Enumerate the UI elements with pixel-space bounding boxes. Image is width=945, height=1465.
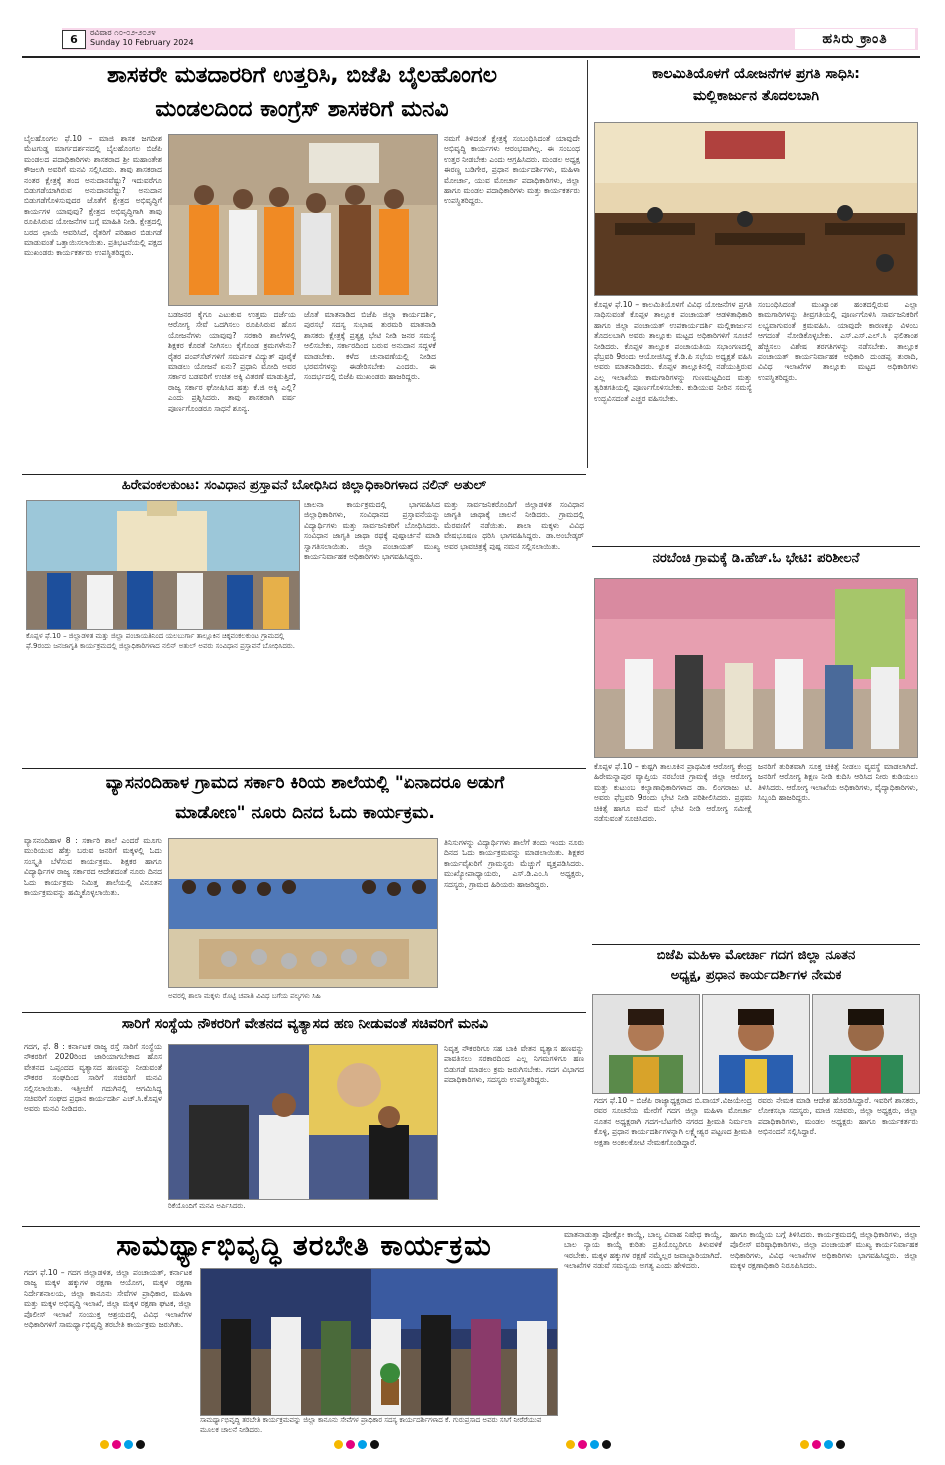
story8-column-1: ಗದಗ ಫೆ.10 – ಗದಗ ಜಿಲ್ಲಾಡಳಿತ, ಜಿಲ್ಲಾ ಪಂಚಾಯತ್, ಕರ್ನಾಟಕ ರಾಜ್ಯ ಮಕ್ಕಳ ಹಕ್ಕುಗಳ ರಕ್ಷಣಾ ಆಯೋಗ, ಮಕ್ಕಳ ರಕ್ಷಣಾ ನಿರ್ದೇಶನಾಲಯ, ಜಿಲ್ಲಾ ಕಾನೂನು ಸೇವೆಗಳ ಪ್ರಾಧಿಕಾರ, ಮಹಿಳಾ ಮತ್ತು ಮಕ್ಕಳ ಅಭಿವೃದ್ಧಿ ಇಲಾಖೆ, ಜಿಲ್ಲಾ ಮಕ್ಕಳ ರಕ್ಷಣಾ ಘಟಕ, ಜಿಲ್ಲಾ ಪೊಲೀಸ್ ಇಲಾಖೆ ಸಂಯುಕ್ತ ಆಶ್ರಯದಲ್ಲಿ ವಿವಿಧ ಇಲಾಖೆಗಳ ಅಧಿಕಾರಿಗಳಿಗೆ ಸಾಮರ್ಥ್ಯಾಭಿವೃದ್ಧಿ ತರಬೇತಿ ಕಾರ್ಯಕ್ರಮ ಜರುಗಿತು. [24,1268,192,1330]
story8-photo [200,1268,558,1416]
story8-column-4: ಹಾಗೂ ಕಾಯ್ದೆಯ ಬಗ್ಗೆ ತಿಳಿಸಿದರು. ಕಾರ್ಯಕ್ರಮದಲ್ಲಿ ಜಿಲ್ಲಾಧಿಕಾರಿಗಳು, ಜಿಲ್ಲಾ ಪೊಲೀಸ್ ವರಿಷ್ಠಾಧಿಕಾರಿಗಳು, ಜಿಲ್ಲಾ ಪಂಚಾಯತ್ ಮುಖ್ಯ ಕಾರ್ಯನಿರ್ವಾಹಕ ಅಧಿಕಾರಿಗಳು, ವಿವಿಧ ಇಲಾಖೆಗಳ ಅಧಿಕಾರಿಗಳು ಭಾಗವಹಿಸಿದ್ದರು. ಜಿಲ್ಲಾ ಮಕ್ಕಳ ರಕ್ಷಣಾಧಿಕಾರಿ ನಿರೂಪಿಸಿದರು. [730,1230,918,1271]
rule-story7 [592,944,920,945]
registration-dot-icon [590,1440,599,1449]
registration-dots-2 [334,1440,379,1449]
story5-photo [168,1044,438,1200]
registration-dot-icon [800,1440,809,1449]
registration-dots-4 [800,1440,845,1449]
story3-column-3: ಮತ್ತು ಸಾರ್ವಜನಿಕರೊಂದಿಗೆ ಜಿಲ್ಲಾಡಳಿತ ಸಂವಿಧಾನ ಜಾಗೃತಿ ಜಾಥಾಕ್ಕೆ ಚಾಲನೆ ನೀಡಿದರು. ಗ್ರಾಮದಲ್ಲಿ ಮೆರವಣಿಗೆ ನಡೆಯಿತು. ಶಾಲಾ ಮಕ್ಕಳು ವಿವಿಧ ವೇಷಭೂಷಣ ಧರಿಸಿ ಭಾಗವಹಿಸಿದ್ದರು. ಡಾ.ಅಂಬೇಡ್ಕರ್ ಅವರ ಭಾವಚಿತ್ರಕ್ಕೆ ಪುಷ್ಪ ನಮನ ಸಲ್ಲಿಸಲಾಯಿತು. [444,500,584,551]
story6-column-2: ಜನರಿಗೆ ತುರಿತವಾಗಿ ಸೂಕ್ತ ಚಿಕಿತ್ಸೆ ನೀಡಲು ವ್ಯವಸ್ಥೆ ಮಾಡಲಾಗಿದೆ. ಜನರಿಗೆ ಆರೋಗ್ಯ ಶಿಕ್ಷಣ ನೀಡಿ ಕುದಿಸಿ ಆರಿಸಿದ ನೀರು ಕುಡಿಯಲು ತಿಳಿಸಿದರು. ಆರೋಗ್ಯ ಇಲಾಖೆಯ ಅಧಿಕಾರಿಗಳು, ವೈದ್ಯಾಧಿಕಾರಿಗಳು, ಸಿಬ್ಬಂದಿ ಹಾಜರಿದ್ದರು. [758,762,918,803]
registration-dot-icon [112,1440,121,1449]
registration-dot-icon [602,1440,611,1449]
story2-column-2: ಸಂಬಂಧಿಸಿದಂತೆ ಮುಖ್ಯಾಂಶ ಹಂತದಲ್ಲಿರುವ ಎಲ್ಲಾ ಕಾಮಗಾರಿಗಳನ್ನು ತೀವ್ರಗತಿಯಲ್ಲಿ ಪೂರ್ಣಗೊಳಿಸಿ ಸಾರ್ವಜನಿಕರಿಗೆ ಲಭ್ಯವಾಗುವಂತೆ ಕ್ರಮವಹಿಸಿ. ಯಾವುದೇ ಕಾರಣಕ್ಕೂ ವಿಳಂಬ ಆಗದಂತೆ ನೋಡಿಕೊಳ್ಳಬೇಕು. ಎಸ್.ಎಸ್.ಎಲ್.ಸಿ ಫಲಿತಾಂಶ ಹೆಚ್ಚಿಸಲು ವಿಶೇಷ ತರಗತಿಗಳನ್ನು ನಡೆಸಬೇಕು. ತಾಲ್ಲೂಕ ಪಂಚಾಯತ್ ಕಾರ್ಯನಿರ್ವಾಹಕ ಅಧಿಕಾರಿ ದುಂಡಪ್ಪ ತುರಾದಿ, ವಿವಿಧ ಇಲಾಖೆಗಳ ತಾಲ್ಲೂಕು ಮಟ್ಟದ ಅಧಿಕಾರಿಗಳು ಉಪಸ್ಥಿತರಿದ್ದರು. [758,300,918,382]
story4-photo [168,838,438,988]
header-rule [22,56,920,58]
story3-headline: ಹಿರೇವಂಕಲಕುಂಟ: ಸಂವಿಧಾನ ಪ್ರಸ್ತಾವನೆ ಬೋಧಿಸಿದ ಜಿಲ್ಲಾಧಿಕಾರಿಗಳಾದ ನಲಿನ್ ಅತುಲ್ [121,478,487,493]
story8-column-3: ಮಾತನಾಡುತ್ತಾ ಪೋಕ್ಸೋ ಕಾಯ್ದೆ, ಬಾಲ್ಯ ವಿವಾಹ ನಿಷೇಧ ಕಾಯ್ದೆ, ಬಾಲ ನ್ಯಾಯ ಕಾಯ್ದೆ ಕುರಿತು ಪ್ರತಿಯೊಬ್ಬರಿಗೂ ತಿಳುವಳಿಕೆ ಇರಬೇಕು. ಮಕ್ಕಳ ಹಕ್ಕುಗಳ ರಕ್ಷಣೆ ನಮ್ಮೆಲ್ಲರ ಜವಾಬ್ದಾರಿಯಾಗಿದೆ. ಇಲಾಖೆಗಳ ನಡುವೆ ಸಮನ್ವಯ ಅಗತ್ಯ ಎಂದು ಹೇಳಿದರು. [564,1230,722,1271]
story6-photo [594,578,918,758]
village-visit-icon [595,579,917,757]
story7-headline-line2: ಅಧ್ಯಕ್ಷ, ಪ್ರಧಾನ ಕಾರ್ಯದರ್ಶಿಗಳ ನೇಮಕ [670,968,842,983]
story2-headline-line2: ಮಲ್ಲಿಕಾರ್ಜುನ ತೊದಲಬಾಗಿ [692,88,820,104]
story6-column-1: ಕೊಪ್ಪಳ ಫೆ.10 – ಕುಷ್ಟಗಿ ತಾಲೂಕಿನ ಪ್ರಾಥಮಿಕ ಆರೋಗ್ಯ ಕೇಂದ್ರ ಹಿರೇಮನ್ನಾಪುರ ವ್ಯಾಪ್ತಿಯ ನರಬೆಂಚಿ ಗ್ರಾಮಕ್ಕೆ ಜಿಲ್ಲಾ ಆರೋಗ್ಯ ಮತ್ತು ಕುಟುಂಬ ಕಲ್ಯಾಣಾಧಿಕಾರಿಗಳಾದ ಡಾ. ಲಿಂಗರಾಜು ಟಿ. ಅವರು ಫೆಬ್ರವರಿ 9ರಂದು ಭೇಟಿ ನೀಡಿ ಪರಿಶೀಲಿಸಿದರು. ಪ್ರಥಮ ಚಿಕಿತ್ಸೆ ಹಾಗೂ ಮನೆ ಮನೆ ಭೇಟಿ ನೀಡಿ ಆರೋಗ್ಯ ಸಮೀಕ್ಷೆ ನಡೆಸುವಂತೆ ಸೂಚಿಸಿದರು. [594,762,752,824]
story1-headline-line1: ಶಾಸಕರೇ ಮತದಾರರಿಗೆ ಉತ್ತರಿಸಿ, ಬಿಜೆಪಿ ಬೈಲಹೊಂಗಲ [106,63,498,88]
story5-caption: ರಿಕೆಯೊಂದಿಗೆ ಮನವಿ ಅರ್ಪಿಸಿದರು. [168,1202,246,1210]
meeting-hall-icon [595,123,917,295]
column-divider [587,60,588,468]
story8-headline: ಸಾಮರ್ಥ್ಯಾಭಿವೃದ್ಧಿ ತರಬೇತಿ ಕಾರ್ಯಕ್ರಮ [116,1229,492,1262]
portrait-3 [812,994,920,1094]
story4-column-1: ವ್ಯಾಸನಂದಿಹಾಳ 8 : ಸರ್ಕಾರಿ ಶಾಲೆ ಎಂದರೆ ಮೂಗು ಮುರಿಯುವ ಹೆತ್ತು ಬರುವ ಜನರಿಗೆ ಮಕ್ಕಳಲ್ಲಿ ಓದು ಸಂಸ್ಕೃತಿ ಬೆಳೆಸುವ ಕಾರ್ಯಕ್ರಮ. ಶಿಕ್ಷಕರ ಹಾಗೂ ವಿದ್ಯಾರ್ಥಿಗಳ ರಾಜ್ಯ ಸರ್ಕಾರದ ಆದೇಶದಂತೆ ನೂರು ದಿನದ ಓದು ಕಾರ್ಯಕ್ರಮ ನಿಮಿತ್ತ ಶಾಲೆಯಲ್ಲಿ ವಿನೂತನ ಕಾರ್ಯಕ್ರಮವನ್ನು ಹಮ್ಮಿಕೊಳ್ಳಲಾಯಿತು. [24,836,162,898]
registration-dot-icon [136,1440,145,1449]
story6-headline: ನರಬೆಂಚಿ ಗ್ರಾಮಕ್ಕೆ ಡಿ.ಹೆಚ್.ಓ ಭೇಟಿ: ಪರಿಶೀಲನೆ [652,551,860,566]
story4-column-3: ತಿನಿಸುಗಳನ್ನು ವಿದ್ಯಾರ್ಥಿಗಳು ಶಾಲೆಗೆ ತಂದು ಇಂದು ನೂರು ದಿನದ ಓದು ಕಾರ್ಯಕ್ರಮವನ್ನು ಮಾಡಲಾಯಿತು. ಶಿಕ್ಷಕರ ಕಾರ್ಯವೈಖರಿಗೆ ಗ್ರಾಮಸ್ಥರು ಮೆಚ್ಚುಗೆ ವ್ಯಕ್ತಪಡಿಸಿದರು. ಮುಖ್ಯೋಪಾಧ್ಯಾಯರು, ಎಸ್.ಡಿ.ಎಂ.ಸಿ ಅಧ್ಯಕ್ಷರು, ಸದಸ್ಯರು, ಗ್ರಾಮದ ಹಿರಿಯರು ಹಾಜರಿದ್ದರು. [444,838,584,889]
school-children-icon [169,839,437,987]
registration-dot-icon [346,1440,355,1449]
oath-ceremony-icon [27,501,299,629]
story2-photo [594,122,918,296]
training-event-icon [201,1269,557,1415]
story5-column-1: ಗದಗ, ಫೆ. 8 : ಕರ್ನಾಟಕ ರಾಜ್ಯ ರಸ್ತೆ ಸಾರಿಗೆ ಸಂಸ್ಥೆಯ ನೌಕರರಿಗೆ 2020ರಿಂದ ಜಾರಿಯಾಗಬೇಕಾದ ಹೊಸ ವೇತನದ ಒಪ್ಪಂದದ ವ್ಯತ್ಯಾಸದ ಹಣವನ್ನು ನೀಡುವಂತೆ ನೌಕರರ ಸಂಘದಿಂದ ಸಾರಿಗೆ ಸಚಿವರಿಗೆ ಮನವಿ ಸಲ್ಲಿಸಲಾಯಿತು. ಇತ್ತೀಚೆಗೆ ಗದುಗಿನಲ್ಲಿ ಆಗಮಿಸಿದ್ದ ಸಚಿವರಿಗೆ ಸಂಘದ ಪ್ರಧಾನ ಕಾರ್ಯದರ್ಶಿ ಎಚ್.ಸಿ.ಕೊಪ್ಪಳ ಅವರು ಮನವಿ ನೀಡಿದರು. [24,1042,162,1114]
registration-dot-icon [100,1440,109,1449]
rule-story4 [22,768,586,769]
story1-column-1: ಬೈಲಹೊಂಗಲ ಫೆ.10 – ಮಾಜಿ ಶಾಸಕ ಜಗದೀಶ ಮೆಟಗುಡ್ಡ ಮಾರ್ಗದರ್ಶನದಲ್ಲಿ ಬೈಲಹೊಂಗಲ ಬಿಜೆಪಿ ಮಂಡಲದ ಪದಾಧಿಕಾರಿಗಳು ಶಾಸಕರಾದ ಶ್ರೀ ಮಹಾಂತೇಶ ಕೌಜಲಗಿ ಅವರಿಗೆ ಮನವಿ ಸಲ್ಲಿಸಿದರು. ತಾವು ಶಾಸಕರಾದ ನಂತರ ಕ್ಷೇತ್ರಕ್ಕೆ ತಂದ ಅನುದಾನವೆಷ್ಟು? ಇದುವರೆಗೂ ಬಿಡುಗಡೆಯಾಗಿರುವ ಅನುದಾನವೆಷ್ಟು? ಅನುದಾನ ಬಿಡುಗಡೆಗೊಳಿಸುವುದರ ಜೊತೆಗೆ ಕ್ಷೇತ್ರದ ಅಭಿವೃದ್ಧಿಗೆ ಕಾರ್ಯಗಳ ಯಾವುವು? ಕ್ಷೇತ್ರದ ಅಭಿವೃದ್ಧಿಗಾಗಿ ತಾವು ರೂಪಿಸಿರುವ ಯೋಜನೆಗಳ ಬಗ್ಗೆ ಮಾಹಿತಿ ನೀಡಿ. ಕ್ಷೇತ್ರದಲ್ಲಿ ಬರದ ಛಾಯೆ ಆವರಿಸಿದೆ, ರೈತರಿಗೆ ಪರಿಹಾರ ಬಿಡುಗಡೆ ಮಾಡುವಂತೆ ಒತ್ತಾಯಿಸಲಾಯಿತು. ಪ್ರತಿಭಟನೆಯಲ್ಲಿ ಪಕ್ಷದ ಮುಖಂಡರು ಕಾರ್ಯಕರ್ತರು ಉಪಸ್ಥಿತರಿದ್ದರು. [24,134,162,258]
story7-headline-line1: ಬಿಜೆಪಿ ಮಹಿಳಾ ಮೋರ್ಚಾ ಗದಗ ಜಿಲ್ಲಾ ನೂತನ [656,948,856,963]
page-number: 6 [62,30,86,49]
story3-column-2: ಚಾಲನಾ ಕಾರ್ಯಕ್ರಮದಲ್ಲಿ ಭಾಗವಹಿಸಿದ ಜಿಲ್ಲಾಧಿಕಾರಿಗಳು, ಸಂವಿಧಾನದ ಪ್ರಸ್ತಾವನೆಯನ್ನು ವಿದ್ಯಾರ್ಥಿಗಳು ಮತ್ತು ಸಾರ್ವಜನಿಕರಿಗೆ ಬೋಧಿಸಿದರು. ಸಂವಿಧಾನ ಜಾಗೃತಿ ಜಾಥಾ ರಥಕ್ಕೆ ಪುಷ್ಪಾರ್ಚನೆ ಮಾಡಿ ಸ್ವಾಗತಿಸಲಾಯಿತು. ಜಿಲ್ಲಾ ಪಂಚಾಯತ್ ಮುಖ್ಯ ಕಾರ್ಯನಿರ್ವಾಹಕ ಅಧಿಕಾರಿಗಳು ಭಾಗವಹಿಸಿದ್ದರು. [304,500,440,562]
date-english: Sunday 10 February 2024 [90,38,194,47]
story2-headline-line1: ಕಾಲಮಿತಿಯೊಳಗೆ ಯೋಜನೆಗಳ ಪ್ರಗತಿ ಸಾಧಿಸಿ: [652,66,860,82]
story4-headline-line2: ಮಾಡೋಣ" ನೂರು ದಿನದ ಓದು ಕಾರ್ಯಕ್ರಮ. [175,803,435,823]
woman-portrait-icon [593,995,699,1093]
rule-story3 [22,474,586,475]
story2-column-1: ಕೊಪ್ಪಳ ಫೆ.10 – ಕಾಲಮಿತಿಯೊಳಗೆ ವಿವಿಧ ಯೋಜನೆಗಳ ಪ್ರಗತಿ ಸಾಧಿಸುವಂತೆ ಕೊಪ್ಪಳ ತಾಲ್ಲೂಕ ಪಂಚಾಯತ್ ಆಡಳಿತಾಧಿಕಾರಿ ಹಾಗೂ ಜಿಲ್ಲಾ ಪಂಚಾಯತ್ ಉಪಕಾರ್ಯದರ್ಶಿ ಮಲ್ಲಿಕಾರ್ಜುನ ತೊದಲಬಾಗಿ ಅವರು ತಾಲ್ಲೂಕು ಮಟ್ಟದ ಅಧಿಕಾರಿಗಳಿಗೆ ಸೂಚನೆ ನೀಡಿದರು. ಕೊಪ್ಪಳ ತಾಲ್ಲೂಕ ಪಂಚಾಯತಿಯ ಸಭಾಂಗಣದಲ್ಲಿ ಫೆಬ್ರವರಿ 9ರಂದು ಆಯೋಜಿಸಿದ್ದ ಕೆ.ಡಿ.ಪಿ ಸಭೆಯ ಅಧ್ಯಕ್ಷತೆ ವಹಿಸಿ ಅವರು ಮಾತನಾಡಿದರು. ಕೊಪ್ಪಳ ತಾಲ್ಲೂಕಿನಲ್ಲಿ ನಡೆಯುತ್ತಿರುವ ಎಲ್ಲ ಇಲಾಖೆಯ ಕಾಮಗಾರಿಗಳನ್ನು ಗುಣಮಟ್ಟದಿಂದ ಮತ್ತು ತ್ವರಿತಗತಿಯಲ್ಲಿ ಪೂರ್ಣಗೊಳಿಸಬೇಕು. ಕುಡಿಯುವ ನೀರಿನ ಸಮಸ್ಯೆ ಉದ್ಭವಿಸದಂತೆ ಎಚ್ಚರ ವಹಿಸಬೇಕು. [594,300,752,403]
story1-column-4: ನಮಗೆ ತಿಳಿದಂತೆ ಕ್ಷೇತ್ರಕ್ಕೆ ಸಂಬಂಧಿಸಿದಂತೆ ಯಾವುದೇ ಅಭಿವೃದ್ಧಿ ಕಾರ್ಯಗಳು ಆರಂಭವಾಗಿಲ್ಲ. ಈ ಸಂಬಂಧ ಉತ್ತರ ನೀಡಬೇಕು ಎಂದು ಆಗ್ರಹಿಸಿದರು. ಮಂಡಲ ಅಧ್ಯಕ್ಷ ಈರಣ್ಣ ಬಡಿಗೇರ, ಪ್ರಧಾನ ಕಾರ್ಯದರ್ಶಿಗಳು, ಮಹಿಳಾ ಮೋರ್ಚಾ, ಯುವ ಮೋರ್ಚಾ ಪದಾಧಿಕಾರಿಗಳು, ಜಿಲ್ಲಾ ಹಾಗೂ ಮಂಡಲ ಪದಾಧಿಕಾರಿಗಳು ಮತ್ತು ಕಾರ್ಯಕರ್ತರು ಉಪಸ್ಥಿತರಿದ್ದರು. [444,134,580,206]
group-photo-icon [169,135,437,305]
registration-dot-icon [812,1440,821,1449]
story1-column-3: ಜೊತೆ ಮಾತನಾಡಿದ ಬಿಜೆಪಿ ಜಿಲ್ಲಾ ಕಾರ್ಯದರ್ಶಿ, ಪುರಸಭೆ ಸದಸ್ಯ ಸುಭಾಷ ತುರಮರಿ ಮಾತನಾಡಿ ಶಾಸಕರು ಕ್ಷೇತ್ರಕ್ಕೆ ಪ್ರತ್ಯಕ್ಷ ಭೇಟಿ ನೀಡಿ ಜನರ ಸಮಸ್ಯೆ ಆಲಿಸಬೇಕು, ಸರ್ಕಾರದಿಂದ ಬರುವ ಅನುದಾನ ಸದ್ಬಳಕೆ ಮಾಡಬೇಕು. ಕಳೆದ ಚುನಾವಣೆಯಲ್ಲಿ ನೀಡಿದ ಭರವಸೆಗಳನ್ನು ಈಡೇರಿಸಬೇಕು ಎಂದರು. ಈ ಸಂದರ್ಭದಲ್ಲಿ ಬಿಜೆಪಿ ಮುಖಂಡರು ಹಾಜರಿದ್ದರು. [304,310,436,382]
story5-column-3: ನಿವೃತ್ತ ನೌಕರರಿಗೂ ಸಹ ಬಾಕಿ ವೇತನ ವ್ಯತ್ಯಾಸ ಹಣವನ್ನು ಪಾವತಿಸಲು ಸರಕಾರದಿಂದ ಎಲ್ಲ ನಿಗಮಗಳಿಗೂ ಹಣ ಬಿಡುಗಡೆ ಮಾಡಲು ಕ್ರಮ ಜರುಗಿಸಬೇಕು. ಗದಗ ವಿಭಾಗದ ಪದಾಧಿಕಾರಿಗಳು, ಸದಸ್ಯರು ಉಪಸ್ಥಿತರಿದ್ದರು. [444,1044,584,1085]
story3-caption: ಕೊಪ್ಪಳ ಫೆ.10 – ಜಿಲ್ಲಾಡಳಿತ ಮತ್ತು ಜಿಲ್ಲಾ ಪಂಚಾಯತಿನಿಂದ ಯಲಬುರ್ಗಾ ತಾಲ್ಲೂಕಿನ ಚಿಕ್ಕವಂಕಲಕುಂಟ ಗ್ರಾಮದಲ್ಲಿ ಫೆ.9ರಂದು ಜನಜಾಗೃತಿ ಕಾರ್ಯಕ್ರಮದಲ್ಲಿ ಜಿಲ್ಲಾಧಿಕಾರಿಗಳಾದ ನಲಿನ್ ಅತುಲ್ ಅವರು ಸಂವಿಧಾನ ಪ್ರಸ್ತಾವನೆ ಬೋಧಿಸಿದರು. [26,632,296,650]
registration-dot-icon [124,1440,133,1449]
registration-dots-1 [100,1440,145,1449]
story4-headline-line1: ವ್ಯಾಸನಂದಿಹಾಳ ಗ್ರಾಮದ ಸರ್ಕಾರಿ ಕಿರಿಯ ಶಾಲೆಯಲ್ಲಿ "ಏನಾದರೂ ಅಡುಗೆ [105,773,505,793]
registration-dot-icon [824,1440,833,1449]
story1-photo [168,134,438,306]
rule-story6 [592,546,920,547]
registration-dot-icon [836,1440,845,1449]
date-kannada: ರವಿವಾರ ೧೦-೦೨-೨೦೨೪ [90,28,156,37]
registration-dot-icon [578,1440,587,1449]
story7-column-2: ರವರು ನೇಮಕ ಮಾಡಿ ಆದೇಶ ಹೊರಡಿಸಿದ್ದಾರೆ. ಇವರಿಗೆ ಶಾಸಕರು, ಲೋಕಸಭಾ ಸದಸ್ಯರು, ಮಾಜಿ ಸಚಿವರು, ಜಿಲ್ಲಾ ಅಧ್ಯಕ್ಷರು, ಜಿಲ್ಲಾ ಪದಾಧಿಕಾರಿಗಳು, ಮಂಡಲ ಅಧ್ಯಕ್ಷರು ಹಾಗೂ ಕಾರ್ಯಕರ್ತರು ಅಭಿನಂದನೆ ಸಲ್ಲಿಸಿದ್ದಾರೆ. [758,1096,918,1137]
registration-dots-3 [566,1440,611,1449]
registration-dot-icon [566,1440,575,1449]
portrait-1 [592,994,700,1094]
registration-dot-icon [358,1440,367,1449]
rule-story5 [22,1012,586,1013]
story7-column-1: ಗದಗ ಫೆ.10 – ಬಿಜೆಪಿ ರಾಜ್ಯಾಧ್ಯಕ್ಷರಾದ ಬಿ.ವಾಯ್.ವಿಜಯೇಂದ್ರ ರವರ ಸೂಚನೆಯ ಮೇರೆಗೆ ಗದಗ ಜಿಲ್ಲಾ ಮಹಿಳಾ ಮೋರ್ಚಾ ನೂತನ ಅಧ್ಯಕ್ಷರಾಗಿ ಗದಗ-ಬೆಟಗೇರಿ ನಗರದ ಶ್ರೀಮತಿ ನಿರ್ಮಲಾ ಕೊಳ್ಳಿ, ಪ್ರಧಾನ ಕಾರ್ಯದರ್ಶಿಗಳನ್ನಾಗಿ ಲಕ್ಷ್ಮೇಶ್ವರ ಪಟ್ಟಣದ ಶ್ರೀಮತಿ ಅಕ್ಷತಾ ಅಂಕಲಕೋಟಿ ನೇಮಕಗೊಂಡಿದ್ದಾರೆ. [594,1096,752,1147]
story8-caption: ಸಾಮರ್ಥ್ಯಾಭಿವೃದ್ಧಿ ತರಬೇತಿ ಕಾರ್ಯಕ್ರಮವನ್ನು ಜಿಲ್ಲಾ ಕಾನೂನು ಸೇವೆಗಳ ಪ್ರಾಧಿಕಾರ ಸದಸ್ಯ ಕಾರ್ಯದರ್ಶಿಗಳಾದ ಕೆ. ಗುರುಪ್ರಸಾದ ಅವರು ಸಸಿಗೆ ನೀರೆರೆಯುವ ಮೂಲಕ ಚಾಲನೆ ನೀಡಿದರು. [200,1416,542,1434]
registration-dot-icon [334,1440,343,1449]
story1-column-2: ಬಡಜನರ ಕೈಗೂ ಎಟುಕುವ ಉತ್ತಮ ದರ್ಜೆಯ ಆರೋಗ್ಯ ಸೇವೆ ಒದಗಿಸಲು ರೂಪಿಸಿರುವ ಹೊಸ ಯೋಜನೆಗಳು ಯಾವುವು? ಸರಕಾರಿ ಶಾಲೆಗಳಲ್ಲಿ ಶಿಕ್ಷಕರ ಕೊರತೆ ನೀಗಿಸಲು ಕೈಗೊಂಡ ಕ್ರಮಗಳೇನು? ರೈತರ ಪಂಪ್‌ಸೆಟ್‌ಗಳಿಗೆ ಸಮರ್ಪಕ ವಿದ್ಯುತ್ ಪೂರೈಕೆ ಮಾಡಲು ಯೋಜನೆ ಏನು? ಪ್ರಧಾನಿ ಮೋದಿ ಅವರ ಸರ್ಕಾರ ಬಡವರಿಗೆ ಉಚಿತ ಅಕ್ಕಿ ವಿತರಣೆ ಮಾಡುತ್ತಿದೆ, ರಾಜ್ಯ ಸರ್ಕಾರ ಘೋಷಿಸಿದ ಹತ್ತು ಕೆ.ಜಿ ಅಕ್ಕಿ ಎಲ್ಲಿ? ಎಂದು ಪ್ರಶ್ನಿಸಿದರು. ತಾವು ಶಾಸಕರಾಗಿ ವರ್ಷ ಪೂರ್ಣಗೊಂಡರೂ ಸಾಧನೆ ಶೂನ್ಯ. [168,310,296,413]
masthead: ಹಸಿರು ಕ್ರಾಂತಿ [795,29,915,49]
story1-headline-line2: ಮಂಡಲದಿಂದ ಕಾಂಗ್ರೆಸ್ ಶಾಸಕರಿಗೆ ಮನವಿ [155,97,449,122]
rule-story8 [22,1226,920,1227]
portrait-2 [702,994,810,1094]
podium-event-icon [169,1045,437,1199]
woman-portrait-icon [703,995,809,1093]
registration-dot-icon [370,1440,379,1449]
woman-portrait-icon [813,995,919,1093]
story5-headline: ಸಾರಿಗೆ ಸಂಸ್ಥೆಯ ನೌಕರರಿಗೆ ವೇತನದ ವ್ಯತ್ಯಾಸದ ಹಣ ನೀಡುವಂತೆ ಸಚಿವರಿಗೆ ಮನವಿ [121,1016,489,1032]
story4-caption: ಅವರಲ್ಲಿ ಶಾಲಾ ಮಕ್ಕಳು ರೊಟ್ಟಿ ಚಪಾತಿ ವಿವಿಧ ಬಗೆಯ ಪಲ್ಯಗಳು ಸಿಹಿ [168,992,321,1000]
story3-photo [26,500,300,630]
